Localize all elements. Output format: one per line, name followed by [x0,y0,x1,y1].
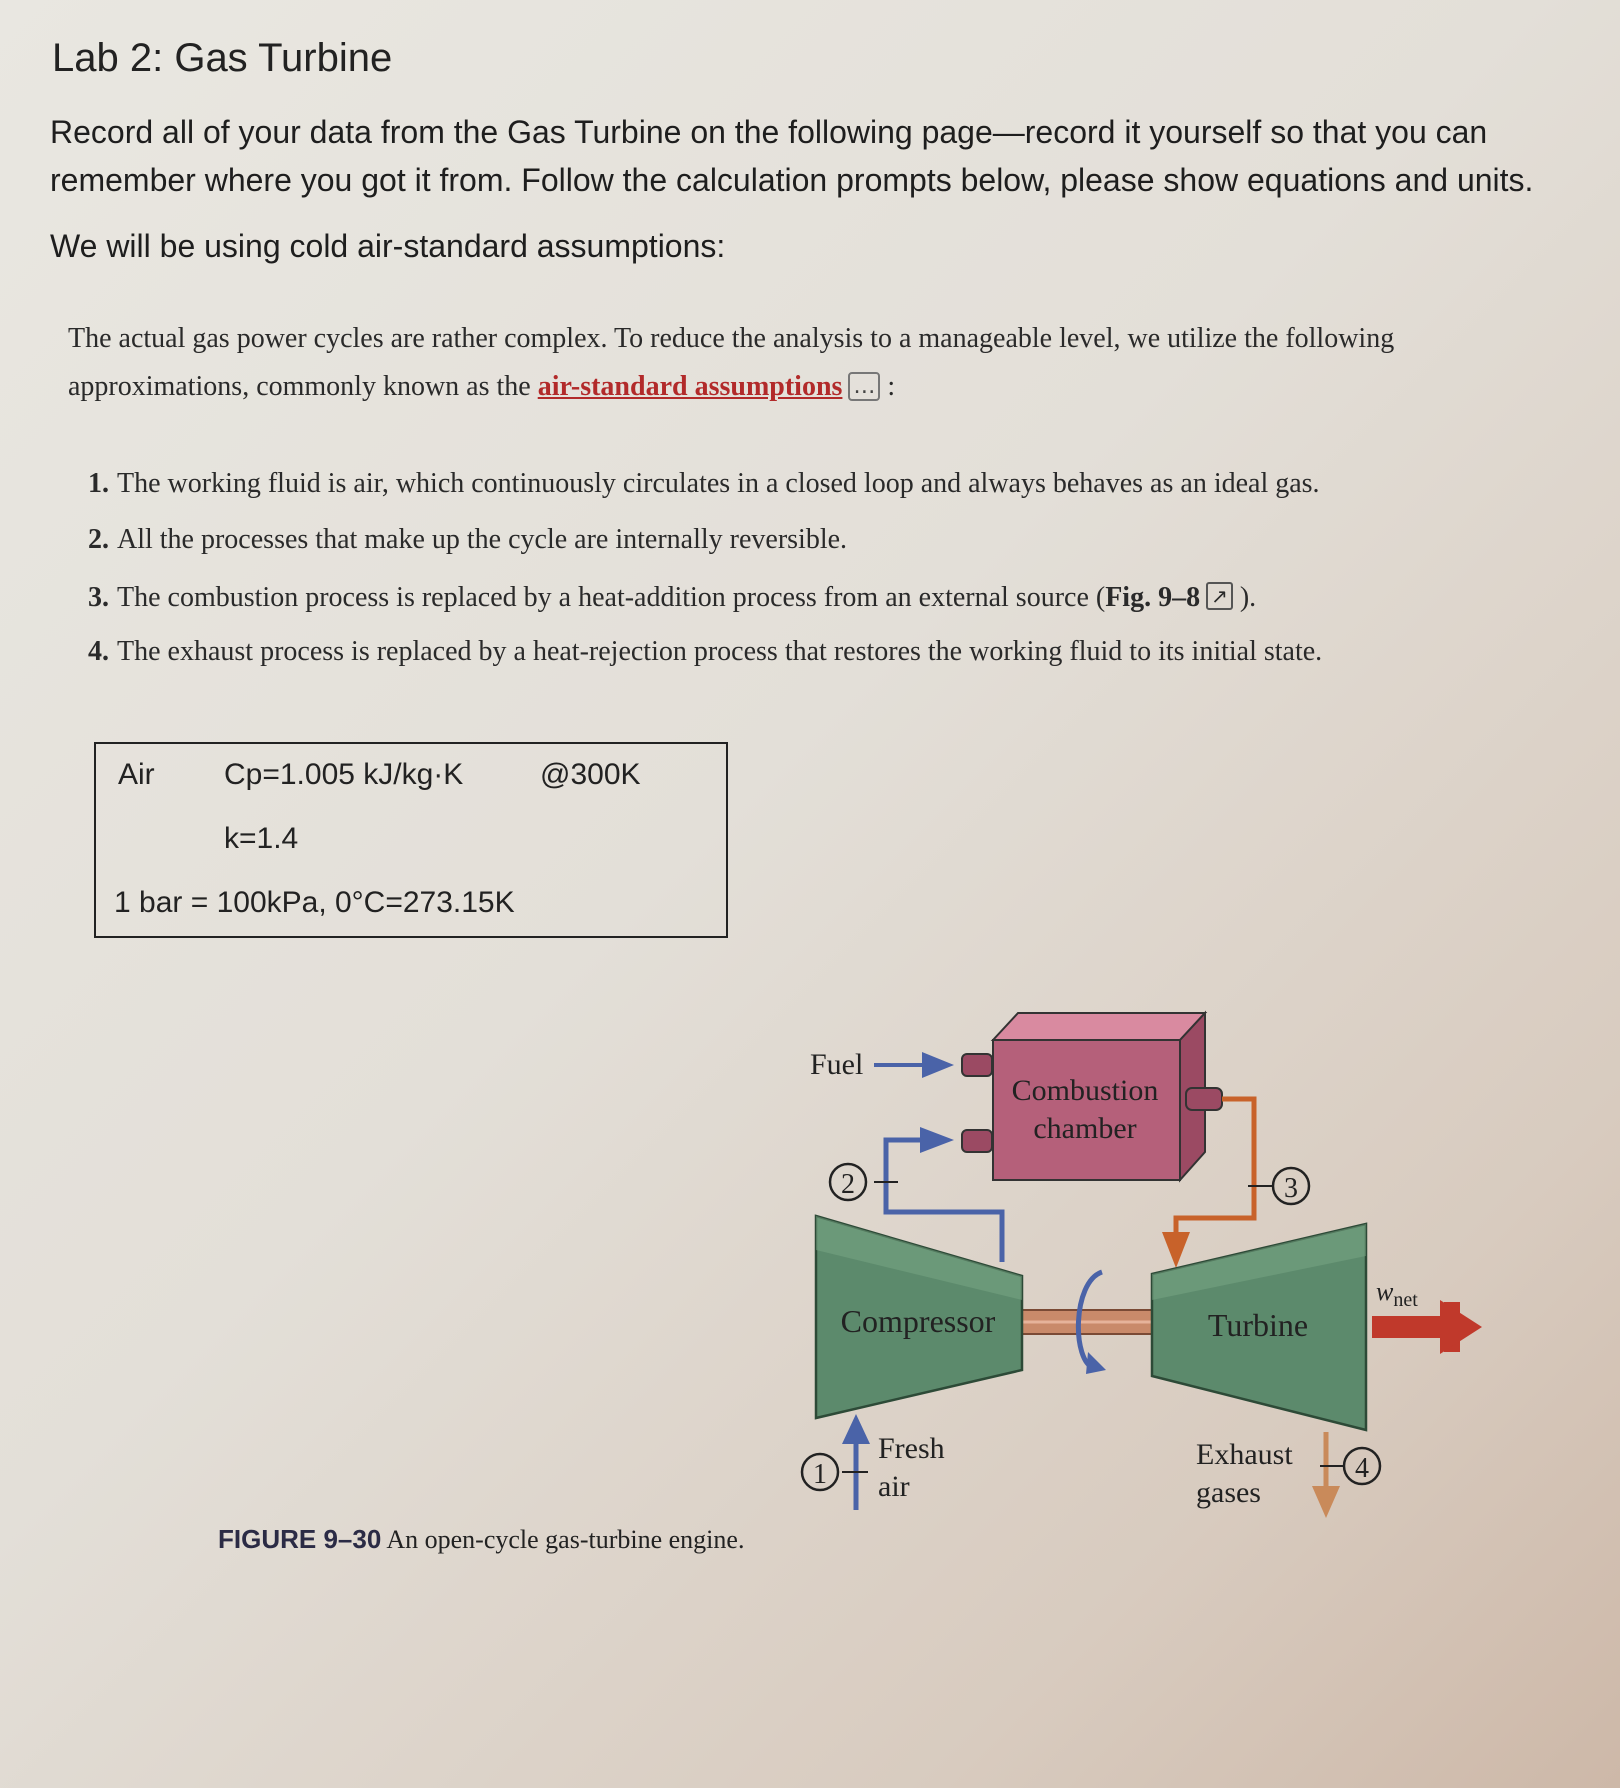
exhaust-label-2: gases [1196,1476,1261,1509]
fuel-label: Fuel [810,1048,864,1081]
page-title: Lab 2: Gas Turbine [52,36,393,80]
list-item: 2. All the processes that make up the cycle are internally reversible. [88,524,848,555]
combustion-label-1: Combustion [1011,1074,1159,1107]
exhaust-label-1: Exhaust [1196,1438,1293,1471]
cp-value: Cp=1.005 kJ/kg·K [224,758,464,791]
state-4-label: 4 [1355,1453,1369,1484]
exhaust-arrow-icon [1312,1432,1344,1518]
fresh-air-arrow-icon [842,1414,870,1510]
glossary-icon[interactable]: … [848,372,880,401]
excerpt-line-1: The actual gas power cycles are rather complex. To reduce the analysis to a manageable level, we utilize the following [68,323,1395,354]
figure-number: FIGURE 9–30 [218,1524,382,1554]
compressor [816,1216,1022,1418]
list-item: 1. The working fluid is air, which continuously circulates in a closed loop and always behaves as an ideal gas. [88,468,1320,499]
state-2-label: 2 [841,1169,855,1200]
intro-line-1: Record all of your data from the Gas Turbine on the following page—record it yourself so that you can [50,114,1488,150]
turbine [1152,1224,1366,1430]
k-value: k=1.4 [224,822,299,855]
turbine-label: Turbine [1207,1307,1309,1343]
state-1-label: 1 [813,1459,827,1490]
air-standard-assumptions-link[interactable]: air-standard assumptions [537,371,843,402]
figure-description: An open-cycle gas-turbine engine. [381,1525,745,1554]
unit-conversions: 1 bar = 100kPa, 0°C=273.15K [114,886,515,919]
combustion-chamber [962,1013,1222,1180]
wnet-label: $w_{net}$ [1376,1277,1418,1311]
assumptions-heading: We will be using cold air-standard assumptions: [50,228,726,264]
fuel-arrow-icon [874,1052,954,1078]
intro-line-2: remember where you got it from. Follow the calculation prompts below, please show equations and units. [50,162,1534,198]
shaft [1020,1272,1152,1374]
compressor-label: Compressor [840,1303,996,1339]
external-link-icon[interactable]: ↗ [1206,582,1233,610]
combustion-label-2: chamber [1033,1112,1137,1145]
fresh-air-label-2: air [878,1470,910,1503]
air-label: Air [118,758,155,791]
rotation-arrow-icon [1086,1352,1106,1374]
reference-temperature: @300K [540,758,641,791]
excerpt-line-2: approximations, commonly known as the air-standard assumptions … : [68,371,896,402]
fresh-air-label-1: Fresh [878,1432,945,1465]
list-item: 4. The exhaust process is replaced by a heat-rejection process that restores the working fluid to its initial state. [88,636,1323,667]
figure-reference-link[interactable]: Fig. 9–8 [1105,582,1201,613]
net-work-arrow-icon [1372,1298,1482,1356]
figure-caption [218,1524,744,1555]
list-item: 3. The combustion process is replaced by a heat-addition process from an external source (Fig. 9–8 ↗ ). [88,582,1257,613]
state-3-label: 3 [1284,1173,1298,1204]
